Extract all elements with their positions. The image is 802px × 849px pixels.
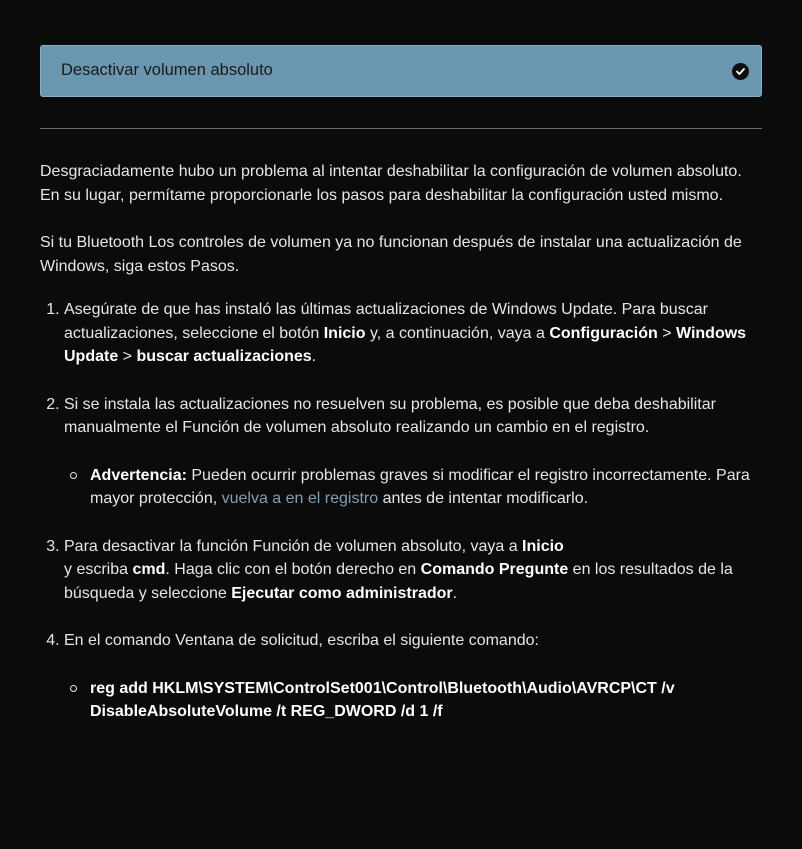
check-circle-icon [732, 63, 749, 80]
divider [40, 128, 762, 129]
step-2-sublist [64, 464, 762, 511]
response-container [40, 45, 762, 748]
step-1: 1. Asegúrate de que has instaló las últimas actualizaciones de Windows Update. Para buscar actualizaciones, seleccione el botón Inicio y, a continuación, vaya a Configuración > Windows Update > buscar actualizaciones. [64, 298, 762, 369]
steps-list [40, 298, 762, 724]
step-4-sublist [64, 677, 762, 724]
step-3: 3. Para desactivar la función Función de volumen absoluto, vaya a Inicio y escriba cmd. Haga clic con el botón derecho en Comando Pregunte en los resultados de la búsqueda y seleccione Ejecutar como administrador. [64, 535, 762, 606]
step-4: 4. En el comando Ventana de solicitud, escriba el siguiente comando: reg add HKLM\SYSTEM\ControlSet001\Control\Bluetooth\Audio\AVRCP\CT /v DisableAbsoluteVolume /t REG_DWORD /d 1 /f [64, 629, 762, 724]
registry-backup-link[interactable]: vuelva a en el registro [221, 490, 379, 507]
banner-label: Desactivar volumen absoluto [61, 61, 273, 80]
registry-command[interactable]: reg add HKLM\SYSTEM\ControlSet001\Control\Bluetooth\Audio\AVRCP\CT /v DisableAbsoluteVolume /t REG_DWORD /d 1 /f [90, 679, 675, 720]
bullet-icon [70, 685, 77, 692]
bullet-icon [70, 472, 77, 479]
intro-paragraph: Desgraciadamente hubo un problema al intentar deshabilitar la configuración de volumen absoluto. En su lugar, permítame proporcionarle los pasos para deshabilitar la configuración usted mismo. [40, 163, 742, 204]
context-paragraph: Si tu Bluetooth Los controles de volumen ya no funcionan después de instalar una actualización de Windows, siga estos Pasos. [40, 234, 742, 275]
warning-item: Advertencia: Pueden ocurrir problemas graves si modificar el registro incorrectamente. Para mayor protección, vuelva a en el registro antes de intentar modificarlo. [90, 464, 762, 511]
step-2: 2. Si se instala las actualizaciones no resuelven su problema, es posible que deba deshabilitar manualmente el Función de volumen absoluto realizando un cambio en el registro. Advertencia: Pueden ocurrir problemas graves si modificar el registro incorrectamente. Para mayor protección, vuelva a en el registro antes de intentar modificarlo. [64, 393, 762, 511]
command-item [90, 677, 762, 724]
action-status-banner[interactable] [40, 45, 762, 97]
